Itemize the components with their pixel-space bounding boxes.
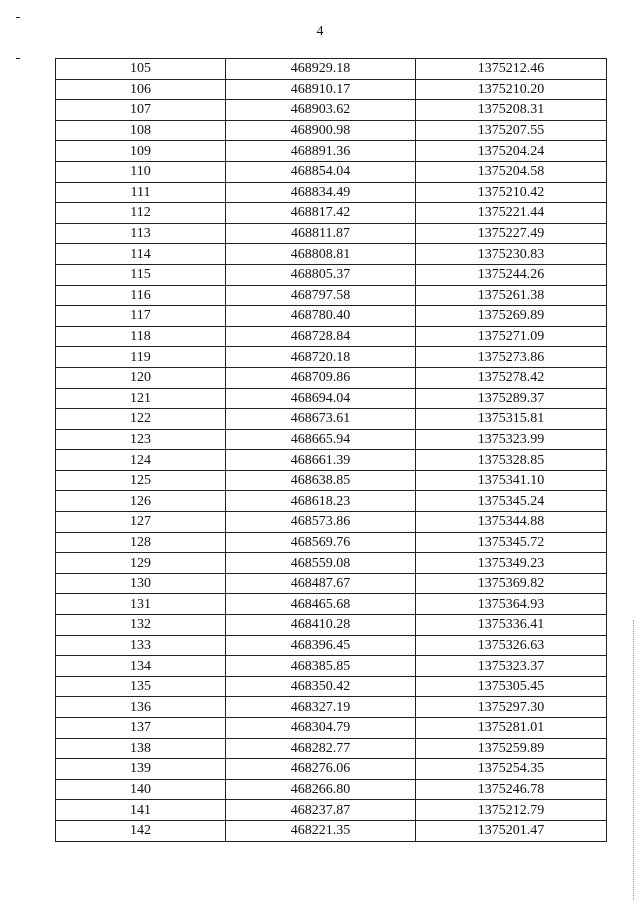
point-number-cell: 111 [56, 182, 226, 203]
table-row [56, 429, 607, 450]
margin-mark [16, 58, 20, 59]
table-row [56, 718, 607, 739]
y-coordinate-cell: 1375345.72 [416, 532, 607, 553]
table-row [56, 223, 607, 244]
y-coordinate-cell: 1375254.35 [416, 759, 607, 780]
table-row [56, 759, 607, 780]
x-coordinate-cell: 468638.85 [226, 470, 416, 491]
table-row [56, 697, 607, 718]
x-coordinate-cell: 468891.36 [226, 141, 416, 162]
y-coordinate-cell: 1375204.24 [416, 141, 607, 162]
y-coordinate-cell: 1375244.26 [416, 264, 607, 285]
y-coordinate-cell: 1375212.79 [416, 800, 607, 821]
point-number-cell: 134 [56, 656, 226, 677]
table-row [56, 594, 607, 615]
y-coordinate-cell: 1375278.42 [416, 367, 607, 388]
x-coordinate-cell: 468487.67 [226, 573, 416, 594]
table-row [56, 244, 607, 265]
y-coordinate-cell: 1375336.41 [416, 615, 607, 636]
x-coordinate-cell: 468834.49 [226, 182, 416, 203]
table-row [56, 161, 607, 182]
table-row [56, 676, 607, 697]
x-coordinate-cell: 468903.62 [226, 100, 416, 121]
y-coordinate-cell: 1375328.85 [416, 450, 607, 471]
y-coordinate-cell: 1375230.83 [416, 244, 607, 265]
x-coordinate-cell: 468396.45 [226, 635, 416, 656]
x-coordinate-cell: 468569.76 [226, 532, 416, 553]
y-coordinate-cell: 1375344.88 [416, 512, 607, 533]
point-number-cell: 112 [56, 203, 226, 224]
x-coordinate-cell: 468900.98 [226, 120, 416, 141]
y-coordinate-cell: 1375323.99 [416, 429, 607, 450]
x-coordinate-cell: 468720.18 [226, 347, 416, 368]
point-number-cell: 105 [56, 59, 226, 80]
table-row [56, 800, 607, 821]
y-coordinate-cell: 1375246.78 [416, 779, 607, 800]
y-coordinate-cell: 1375326.63 [416, 635, 607, 656]
point-number-cell: 129 [56, 553, 226, 574]
x-coordinate-cell: 468910.17 [226, 79, 416, 100]
point-number-cell: 108 [56, 120, 226, 141]
table-row [56, 100, 607, 121]
table-row [56, 656, 607, 677]
y-coordinate-cell: 1375369.82 [416, 573, 607, 594]
table-row [56, 120, 607, 141]
point-number-cell: 120 [56, 367, 226, 388]
x-coordinate-cell: 468929.18 [226, 59, 416, 80]
y-coordinate-cell: 1375323.37 [416, 656, 607, 677]
y-coordinate-cell: 1375341.10 [416, 470, 607, 491]
point-number-cell: 114 [56, 244, 226, 265]
y-coordinate-cell: 1375261.38 [416, 285, 607, 306]
point-number-cell: 110 [56, 161, 226, 182]
point-number-cell: 135 [56, 676, 226, 697]
point-number-cell: 124 [56, 450, 226, 471]
point-number-cell: 109 [56, 141, 226, 162]
x-coordinate-cell: 468304.79 [226, 718, 416, 739]
x-coordinate-cell: 468385.85 [226, 656, 416, 677]
y-coordinate-cell: 1375345.24 [416, 491, 607, 512]
y-coordinate-cell: 1375349.23 [416, 553, 607, 574]
table-row [56, 182, 607, 203]
y-coordinate-cell: 1375210.20 [416, 79, 607, 100]
table-row [56, 326, 607, 347]
point-number-cell: 121 [56, 388, 226, 409]
scan-edge [633, 620, 636, 900]
y-coordinate-cell: 1375221.44 [416, 203, 607, 224]
table-row [56, 285, 607, 306]
table-row [56, 203, 607, 224]
x-coordinate-cell: 468673.61 [226, 409, 416, 430]
table-row [56, 615, 607, 636]
margin-mark [16, 17, 20, 18]
y-coordinate-cell: 1375271.09 [416, 326, 607, 347]
table-row [56, 553, 607, 574]
y-coordinate-cell: 1375273.86 [416, 347, 607, 368]
x-coordinate-cell: 468665.94 [226, 429, 416, 450]
table-row [56, 409, 607, 430]
point-number-cell: 123 [56, 429, 226, 450]
x-coordinate-cell: 468661.39 [226, 450, 416, 471]
x-coordinate-cell: 468221.35 [226, 820, 416, 841]
y-coordinate-cell: 1375210.42 [416, 182, 607, 203]
point-number-cell: 142 [56, 820, 226, 841]
point-number-cell: 107 [56, 100, 226, 121]
point-number-cell: 136 [56, 697, 226, 718]
x-coordinate-cell: 468811.87 [226, 223, 416, 244]
table-row [56, 79, 607, 100]
point-number-cell: 115 [56, 264, 226, 285]
point-number-cell: 131 [56, 594, 226, 615]
x-coordinate-cell: 468780.40 [226, 306, 416, 327]
point-number-cell: 116 [56, 285, 226, 306]
x-coordinate-cell: 468709.86 [226, 367, 416, 388]
x-coordinate-cell: 468618.23 [226, 491, 416, 512]
y-coordinate-cell: 1375201.47 [416, 820, 607, 841]
point-number-cell: 141 [56, 800, 226, 821]
table-row [56, 347, 607, 368]
x-coordinate-cell: 468276.06 [226, 759, 416, 780]
table-row [56, 512, 607, 533]
coordinates-table-body [56, 59, 607, 842]
y-coordinate-cell: 1375281.01 [416, 718, 607, 739]
table-row [56, 738, 607, 759]
point-number-cell: 132 [56, 615, 226, 636]
y-coordinate-cell: 1375297.30 [416, 697, 607, 718]
x-coordinate-cell: 468805.37 [226, 264, 416, 285]
x-coordinate-cell: 468410.28 [226, 615, 416, 636]
y-coordinate-cell: 1375315.81 [416, 409, 607, 430]
table-row [56, 59, 607, 80]
point-number-cell: 138 [56, 738, 226, 759]
y-coordinate-cell: 1375289.37 [416, 388, 607, 409]
x-coordinate-cell: 468350.42 [226, 676, 416, 697]
table-row [56, 141, 607, 162]
table-row [56, 573, 607, 594]
y-coordinate-cell: 1375227.49 [416, 223, 607, 244]
y-coordinate-cell: 1375305.45 [416, 676, 607, 697]
point-number-cell: 113 [56, 223, 226, 244]
table-row [56, 450, 607, 471]
point-number-cell: 127 [56, 512, 226, 533]
table-row [56, 306, 607, 327]
table-row [56, 491, 607, 512]
x-coordinate-cell: 468266.80 [226, 779, 416, 800]
table-row [56, 470, 607, 491]
x-coordinate-cell: 468282.77 [226, 738, 416, 759]
y-coordinate-cell: 1375207.55 [416, 120, 607, 141]
x-coordinate-cell: 468694.04 [226, 388, 416, 409]
point-number-cell: 128 [56, 532, 226, 553]
point-number-cell: 140 [56, 779, 226, 800]
table-row [56, 264, 607, 285]
point-number-cell: 106 [56, 79, 226, 100]
x-coordinate-cell: 468854.04 [226, 161, 416, 182]
y-coordinate-cell: 1375212.46 [416, 59, 607, 80]
page-number: 4 [316, 24, 324, 39]
y-coordinate-cell: 1375204.58 [416, 161, 607, 182]
y-coordinate-cell: 1375269.89 [416, 306, 607, 327]
point-number-cell: 130 [56, 573, 226, 594]
x-coordinate-cell: 468465.68 [226, 594, 416, 615]
table-row [56, 532, 607, 553]
table-row [56, 635, 607, 656]
y-coordinate-cell: 1375259.89 [416, 738, 607, 759]
table-row [56, 367, 607, 388]
x-coordinate-cell: 468817.42 [226, 203, 416, 224]
table-row [56, 820, 607, 841]
point-number-cell: 119 [56, 347, 226, 368]
point-number-cell: 125 [56, 470, 226, 491]
point-number-cell: 137 [56, 718, 226, 739]
point-number-cell: 122 [56, 409, 226, 430]
table-row [56, 388, 607, 409]
x-coordinate-cell: 468573.86 [226, 512, 416, 533]
point-number-cell: 133 [56, 635, 226, 656]
x-coordinate-cell: 468559.08 [226, 553, 416, 574]
x-coordinate-cell: 468797.58 [226, 285, 416, 306]
table-row [56, 779, 607, 800]
x-coordinate-cell: 468237.87 [226, 800, 416, 821]
point-number-cell: 126 [56, 491, 226, 512]
x-coordinate-cell: 468327.19 [226, 697, 416, 718]
x-coordinate-cell: 468808.81 [226, 244, 416, 265]
coordinates-table [55, 58, 607, 842]
y-coordinate-cell: 1375208.31 [416, 100, 607, 121]
point-number-cell: 139 [56, 759, 226, 780]
point-number-cell: 117 [56, 306, 226, 327]
y-coordinate-cell: 1375364.93 [416, 594, 607, 615]
point-number-cell: 118 [56, 326, 226, 347]
x-coordinate-cell: 468728.84 [226, 326, 416, 347]
